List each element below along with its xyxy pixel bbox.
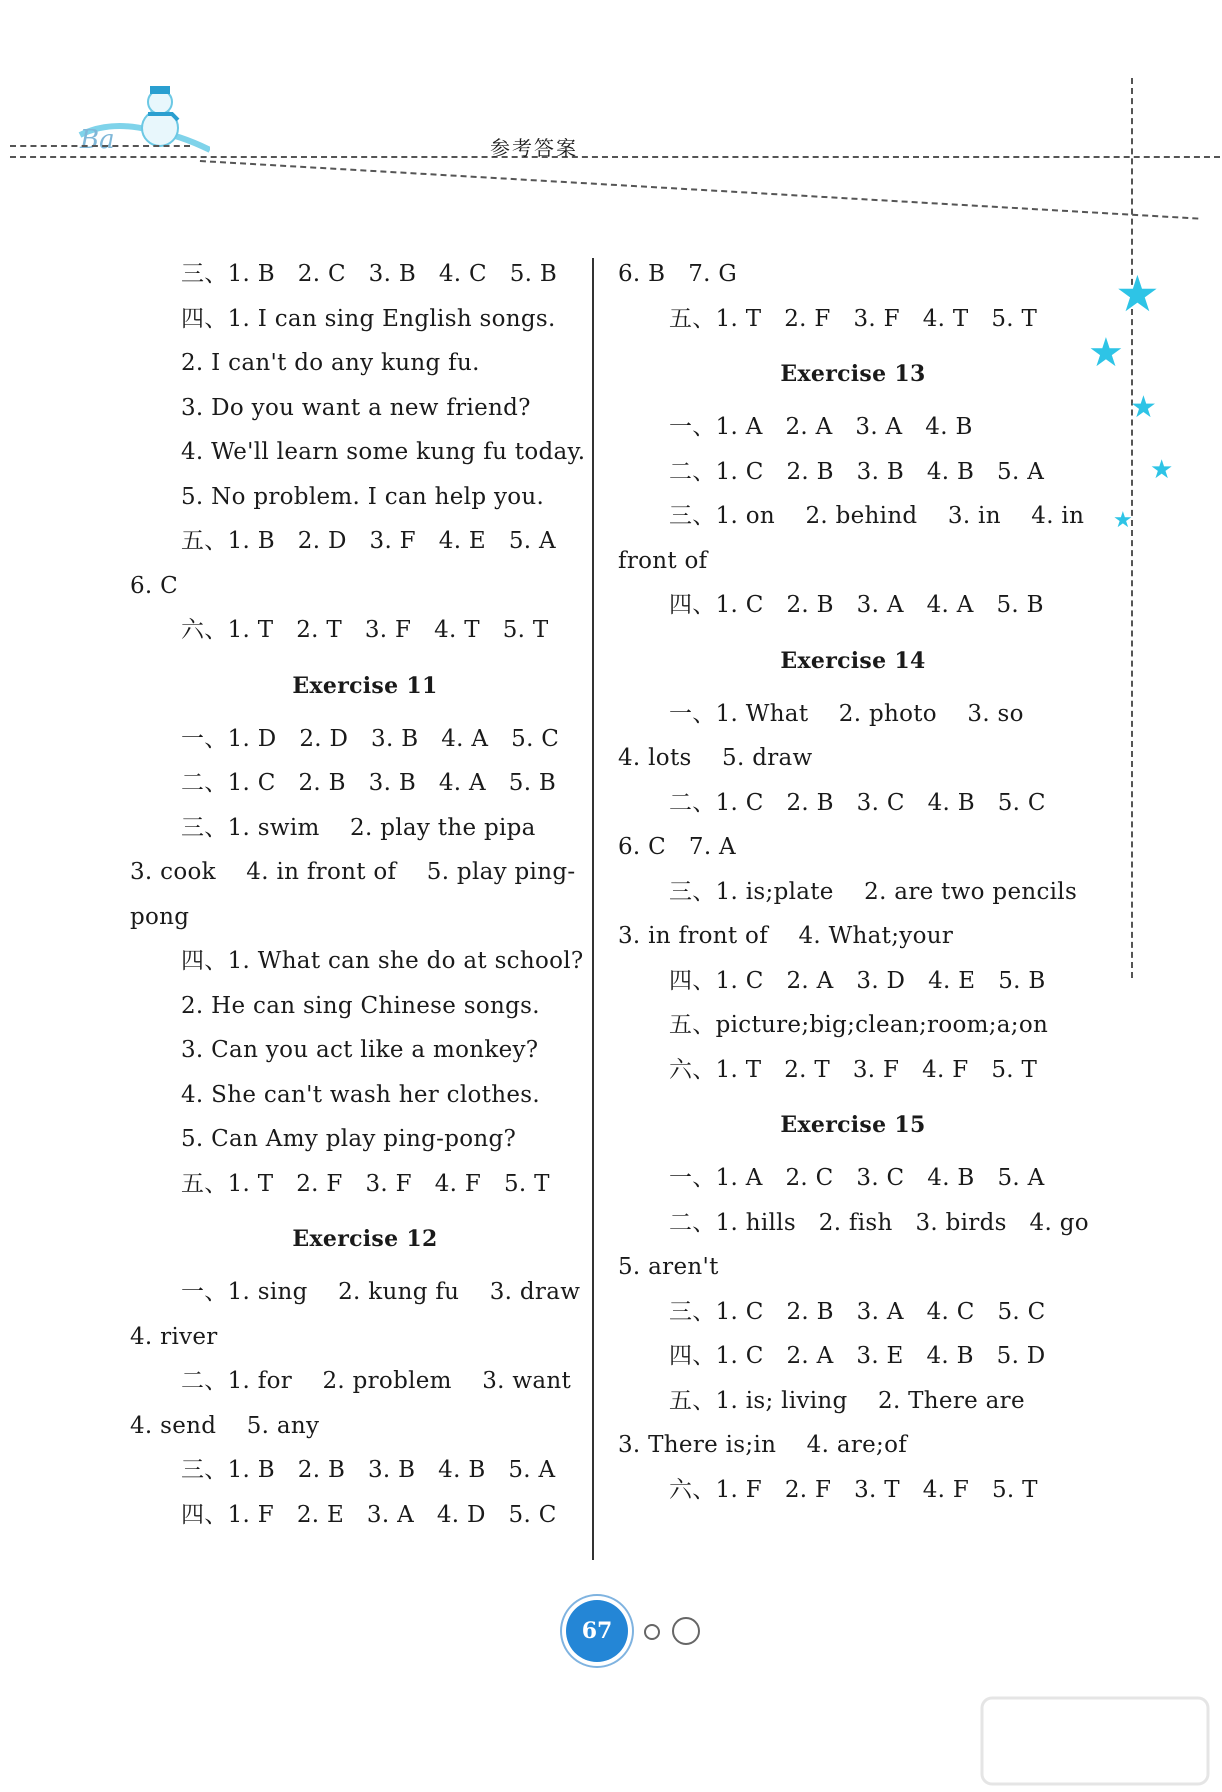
answer-line: 五、1. T 2. F 3. F 4. F 5. T	[181, 1170, 550, 1197]
answer-line: 5. Can Amy play ping-pong?	[181, 1126, 517, 1152]
answer-line: 二、1. C 2. B 3. B 4. B 5. A	[669, 458, 1045, 485]
answer-line: 3. cook 4. in front of 5. play ping-	[130, 859, 576, 885]
answer-line: 一、1. A 2. C 3. C 4. B 5. A	[669, 1165, 1045, 1191]
exercise-heading: Exercise 13	[780, 361, 926, 387]
column-divider	[592, 258, 594, 1560]
answer-line: 五、1. B 2. D 3. F 4. E 5. A	[181, 528, 556, 554]
answer-line: 三、1. on 2. behind 3. in 4. in	[669, 503, 1085, 529]
answer-line: 4. She can't wash her clothes.	[181, 1081, 540, 1108]
answer-line: 二、1. C 2. B 3. B 4. A 5. B	[181, 770, 557, 796]
answer-line: 五、1. is; living 2. There are	[669, 1387, 1025, 1414]
page-header-title: 参考答案	[490, 136, 578, 160]
header-divider	[10, 145, 190, 147]
answer-line: 一、1. What 2. photo 3. so	[669, 700, 1024, 727]
answer-line: 五、1. T 2. F 3. F 4. T 5. T	[669, 305, 1038, 332]
page-number: 67	[566, 1600, 628, 1662]
answer-line: 2. I can't do any kung fu.	[181, 350, 480, 376]
watermark-logo	[980, 1696, 1210, 1786]
answer-line: front of	[618, 547, 708, 574]
answers-right-column	[618, 252, 1088, 1512]
answer-line: 六、1. F 2. F 3. T 4. F 5. T	[669, 1476, 1038, 1503]
answer-line: 二、1. for 2. problem 3. want	[181, 1368, 572, 1394]
star-icon: ★	[1130, 390, 1157, 425]
answer-line: 2. He can sing Chinese songs.	[181, 992, 540, 1019]
answer-line: 一、1. A 2. A 3. A 4. B	[669, 414, 973, 440]
answer-line: 3. Do you want a new friend?	[181, 394, 531, 421]
answer-line: 六、1. T 2. T 3. F 4. T 5. T	[181, 617, 549, 643]
answer-line: 6. B 7. G	[618, 261, 738, 287]
answer-line: 5. No problem. I can help you.	[181, 483, 545, 510]
answer-line: pong	[130, 903, 190, 930]
answer-line: 三、1. C 2. B 3. A 4. C 5. C	[669, 1298, 1046, 1325]
answer-line: 4. We'll learn some kung fu today.	[181, 439, 586, 465]
star-icon: ★	[1088, 330, 1124, 376]
answer-line: 三、1. swim 2. play the pipa	[181, 814, 536, 841]
answer-line: 四、1. What can she do at school?	[181, 948, 584, 974]
answer-line: 5. aren't	[618, 1254, 719, 1280]
answer-line: 4. send 5. any	[130, 1412, 320, 1439]
answer-line: 四、1. C 2. A 3. E 4. B 5. D	[669, 1343, 1046, 1369]
page-decoration-dot	[644, 1624, 660, 1640]
answer-line: 一、1. sing 2. kung fu 3. draw	[181, 1279, 581, 1305]
answer-line: 4. river	[130, 1323, 218, 1350]
answer-line: 3. Can you act like a monkey?	[181, 1037, 539, 1063]
answer-line: 3. There is;in 4. are;of	[618, 1432, 908, 1458]
answer-line: 4. lots 5. draw	[618, 745, 813, 771]
answer-line: 三、1. is;plate 2. are two pencils	[669, 878, 1078, 905]
header-divider-slant	[200, 160, 1198, 220]
answer-line: 6. C 7. A	[618, 834, 736, 860]
answer-line: 五、picture;big;clean;room;a;on	[669, 1012, 1049, 1038]
star-icon: ★	[1113, 508, 1133, 533]
page-decoration-dot	[672, 1617, 700, 1645]
answer-line: 六、1. T 2. T 3. F 4. F 5. T	[669, 1056, 1038, 1083]
answer-line: 二、1. C 2. B 3. C 4. B 5. C	[669, 789, 1046, 816]
star-icon: ★	[1150, 455, 1174, 485]
header-divider	[10, 156, 1220, 158]
answer-line: 四、1. F 2. E 3. A 4. D 5. C	[181, 1501, 557, 1528]
answer-line: 四、1. I can sing English songs.	[181, 305, 556, 332]
snowman-icon	[10, 80, 210, 160]
answer-line: 3. in front of 4. What;your	[618, 923, 954, 949]
answer-line: 四、1. C 2. A 3. D 4. E 5. B	[669, 967, 1046, 994]
answer-line: 一、1. D 2. D 3. B 4. A 5. C	[181, 725, 560, 752]
star-icon: ★	[1115, 265, 1160, 323]
answer-line: 三、1. B 2. C 3. B 4. C 5. B	[181, 261, 558, 287]
exercise-heading: Exercise 11	[292, 672, 438, 699]
answer-line: 三、1. B 2. B 3. B 4. B 5. A	[181, 1457, 556, 1483]
answer-line: 四、1. C 2. B 3. A 4. A 5. B	[669, 592, 1044, 618]
answer-line: 6. C	[130, 572, 179, 599]
exercise-heading: Exercise 12	[292, 1226, 438, 1252]
answers-left-column	[130, 252, 600, 1537]
answer-line: 二、1. hills 2. fish 3. birds 4. go	[669, 1209, 1089, 1236]
exercise-heading: Exercise 15	[780, 1112, 926, 1138]
svg-text:Ba: Ba	[80, 125, 115, 155]
exercise-heading: Exercise 14	[780, 647, 926, 674]
